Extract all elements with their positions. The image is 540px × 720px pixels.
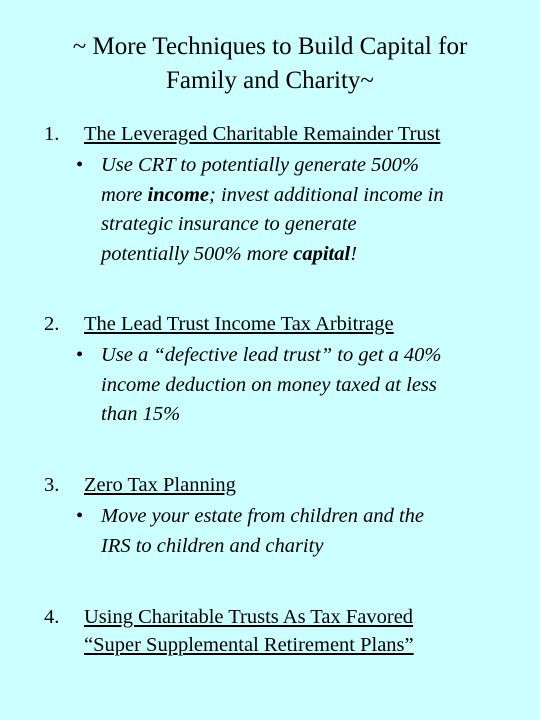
item-number: 4. — [44, 606, 60, 628]
item-number: 3. — [44, 474, 60, 496]
item-heading-line: Zero Tax Planning — [84, 474, 236, 496]
slide-title — [20, 30, 520, 98]
technique-item-4 — [44, 603, 524, 659]
bullet-emphasis: capital — [293, 242, 351, 265]
bullet-line — [101, 400, 524, 430]
title-line-1: ~ More Techniques to Build Capital for — [72, 33, 468, 60]
item-number: 2. — [44, 313, 60, 335]
bullet-dot-icon: • — [76, 505, 84, 527]
item-bullet — [76, 151, 524, 269]
bullet-text — [101, 151, 524, 269]
bullet-line — [101, 240, 524, 270]
title-line-2: Family and Charity~ — [166, 67, 374, 94]
bullet-text-run: than 15% — [101, 403, 181, 425]
bullet-text-run: strategic insurance to generate — [101, 213, 357, 235]
bullet-emphasis: income — [147, 183, 209, 206]
item-header — [44, 603, 524, 659]
bullet-text-run: more — [101, 183, 148, 206]
bullet-dot-icon: • — [76, 154, 84, 176]
bullet-text — [101, 341, 524, 430]
bullet-line — [101, 532, 524, 562]
item-bullet — [76, 341, 524, 430]
technique-item-1 — [44, 120, 524, 269]
bullet-dot-icon: • — [76, 344, 84, 366]
bullet-text-run: ! — [350, 242, 358, 265]
bullet-text-run: Use a “defective lead trust” to get a 40% — [101, 344, 442, 366]
bullet-text-run: potentially 500% more — [101, 242, 294, 265]
bullet-line — [101, 502, 524, 532]
item-heading — [84, 603, 524, 659]
item-heading-line: The Lead Trust Income Tax Arbitrage — [84, 313, 394, 335]
bullet-text-run: income deduction on money taxed at less — [101, 373, 437, 396]
item-header — [44, 120, 524, 148]
item-heading-line: Using Charitable Trusts As Tax Favored — [84, 606, 414, 628]
item-heading — [84, 120, 524, 148]
bullet-line — [101, 341, 524, 371]
bullet-line — [101, 371, 524, 401]
technique-item-2 — [44, 310, 524, 430]
bullet-text-run: ; invest additional income in — [209, 183, 444, 206]
bullet-line — [101, 181, 524, 211]
bullet-text-run: IRS to children and charity — [101, 534, 324, 557]
bullet-text-run: Use CRT to potentially generate 500% — [101, 154, 419, 176]
technique-item-3 — [44, 471, 524, 561]
bullet-line — [101, 210, 524, 240]
item-header — [44, 471, 524, 499]
item-heading — [84, 471, 524, 499]
item-number: 1. — [44, 123, 60, 145]
item-header — [44, 310, 524, 338]
item-heading — [84, 310, 524, 338]
bullet-text-run: Move your estate from children and the — [101, 505, 424, 527]
item-heading-line: The Leveraged Charitable Remainder Trust — [84, 123, 441, 145]
bullet-line — [101, 151, 524, 181]
bullet-text — [101, 502, 524, 561]
item-heading-line: “Super Supplemental Retirement Plans” — [84, 634, 414, 656]
item-bullet — [76, 502, 524, 561]
